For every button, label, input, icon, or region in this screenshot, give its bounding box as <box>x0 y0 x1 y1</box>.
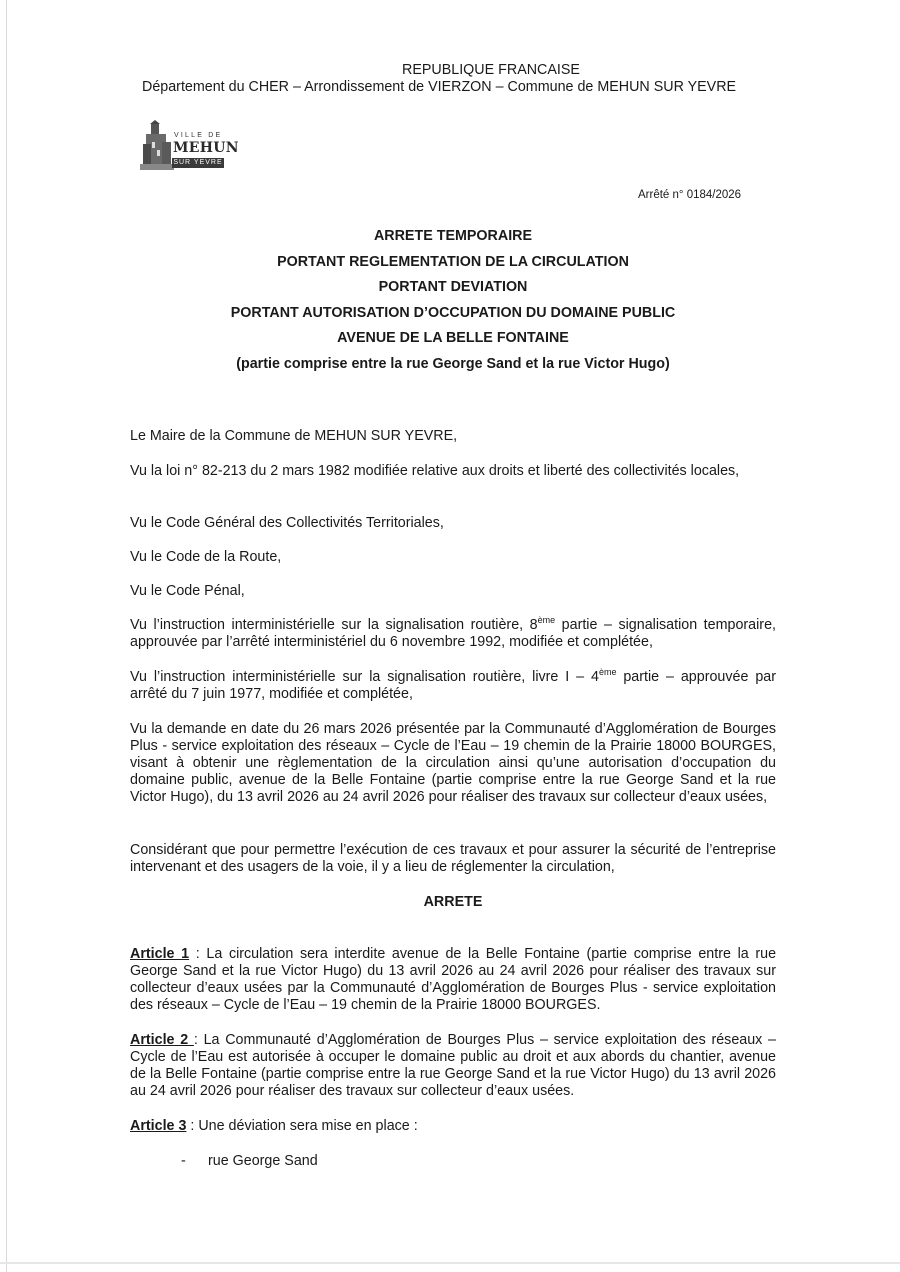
vu-loi-1982: Vu la loi n° 82-213 du 2 mars 1982 modifiée relative aux droits et liberté des collectivités locales, <box>130 463 740 479</box>
article-1-sep: : <box>189 946 207 962</box>
vu5-text-a: Vu l’instruction interministérielle sur la signalisation routière, 8 <box>130 617 538 633</box>
title-line: PORTANT DEVIATION <box>378 279 528 295</box>
document-header <box>0 62 900 96</box>
list-bullet: - <box>181 1153 186 1169</box>
title-line: AVENUE DE LA BELLE FONTAINE <box>337 330 569 346</box>
article-2-sep: : <box>193 1032 204 1048</box>
vu-demande: Vu la demande en date du 26 mars 2026 présentée par la Communauté d’Agglomération de Bourges Plus - service exploitation des réseaux – Cycle de l’Eau – 19 chemin de la Prairie 18000 BOURGES, visant à obtenir une règlementation de la circulation ainsi qu’une autorisation d’occupation du domaine public, avenue de la Belle Fontaine (partie comprise entre la rue George Sand et la rue Victor Hugo), du 13 avril 2026 au 24 avril 2026 pour réaliser des travaux sur collecteur d’eaux usées, <box>130 721 776 805</box>
castle-tower-icon <box>140 120 174 172</box>
article-1-label: Article 1 <box>130 946 190 962</box>
considerant: Considérant que pour permettre l’exécution de ces travaux et pour assurer la sécurité de l’entreprise intervenant et des usagers de la voie, il y a lieu de réglementer la circulation, <box>130 842 776 875</box>
title-line: PORTANT REGLEMENTATION DE LA CIRCULATION <box>277 253 629 270</box>
title-line: (partie comprise entre la rue George Sand et la rue Victor Hugo) <box>236 355 670 372</box>
vu-cgct: Vu le Code Général des Collectivités Territoriales, <box>130 515 444 531</box>
title-block <box>0 228 900 381</box>
vu6-text-b: partie – approuvée par arrêté du 7 juin 1977, modifiée et complétée, <box>130 669 776 702</box>
article-3-label: Article 3 <box>130 1118 187 1134</box>
title-line: PORTANT AUTORISATION D’OCCUPATION DU DOMAINE PUBLIC <box>230 304 676 321</box>
article-3 <box>130 1118 776 1135</box>
article-3-sep: : <box>186 1118 199 1134</box>
article-2-label: Article 2 <box>130 1032 194 1048</box>
vu6-superscript: ème <box>598 667 617 678</box>
article-1 <box>130 946 776 1014</box>
vu5-text-b: partie – signalisation temporaire, approuvée par l’arrêté interministériel du 6 novembre 1992, modifiée et complétée, <box>130 617 776 650</box>
logo-mehun: MEHUN <box>173 140 239 156</box>
article-2-text: La Communauté d’Agglomération de Bourges Plus – service exploitation des réseaux – Cycle de l’Eau est autorisée à occuper le domaine public au droit et aux abords du chantier, avenue de la Belle Fontaine (partie comprise entre la rue George Sand et la rue Victor Hugo) du 13 avril 2026 au 24 avril 2026 pour réaliser des travaux sur collecteur d’eaux usées. <box>130 1032 776 1099</box>
scan-edge-line <box>6 0 7 1272</box>
arrete-heading: ARRETE <box>423 894 483 910</box>
vu-code-route: Vu le Code de la Route, <box>130 549 282 565</box>
title-line: ARRETE TEMPORAIRE <box>373 228 533 244</box>
vu-instruction-livre-1 <box>130 669 776 703</box>
article-3-text: Une déviation sera mise en place : <box>198 1118 418 1134</box>
vu-instruction-8eme <box>130 617 776 651</box>
list-item: rue George Sand <box>208 1153 318 1169</box>
logo-ville-de: VILLE DE <box>174 132 223 139</box>
maire-line: Le Maire de la Commune de MEHUN SUR YEVRE, <box>130 428 458 444</box>
article-2 <box>130 1032 776 1100</box>
scan-bottom-edge <box>0 1262 900 1264</box>
vu5-superscript: ème <box>537 615 556 626</box>
article-1-text: La circulation sera interdite avenue de la Belle Fontaine (partie comprise entre la rue George Sand et la rue Victor Hugo) du 13 avril 2026 au 24 avril 2026 pour réaliser des travaux sur collecteur d’eaux usées par la Communauté d’Agglomération de Bourges Plus - service exploitation des réseaux – Cycle de l’Eau – 19 chemin de la Prairie 18000 BOURGES. <box>130 946 777 1013</box>
vu-code-penal: Vu le Code Pénal, <box>130 583 245 599</box>
header-republique: REPUBLIQUE FRANCAISE <box>402 62 580 78</box>
mehun-logo <box>140 120 239 172</box>
logo-sur-yevre: SUR YEVRE <box>173 159 223 166</box>
header-departement: Département du CHER – Arrondissement de VIERZON – Commune de MEHUN SUR YEVRE <box>142 79 737 95</box>
arrete-number: Arrêté n° 0184/2026 <box>638 189 742 201</box>
vu6-text-a: Vu l’instruction interministérielle sur la signalisation routière, livre I – 4 <box>130 669 599 685</box>
